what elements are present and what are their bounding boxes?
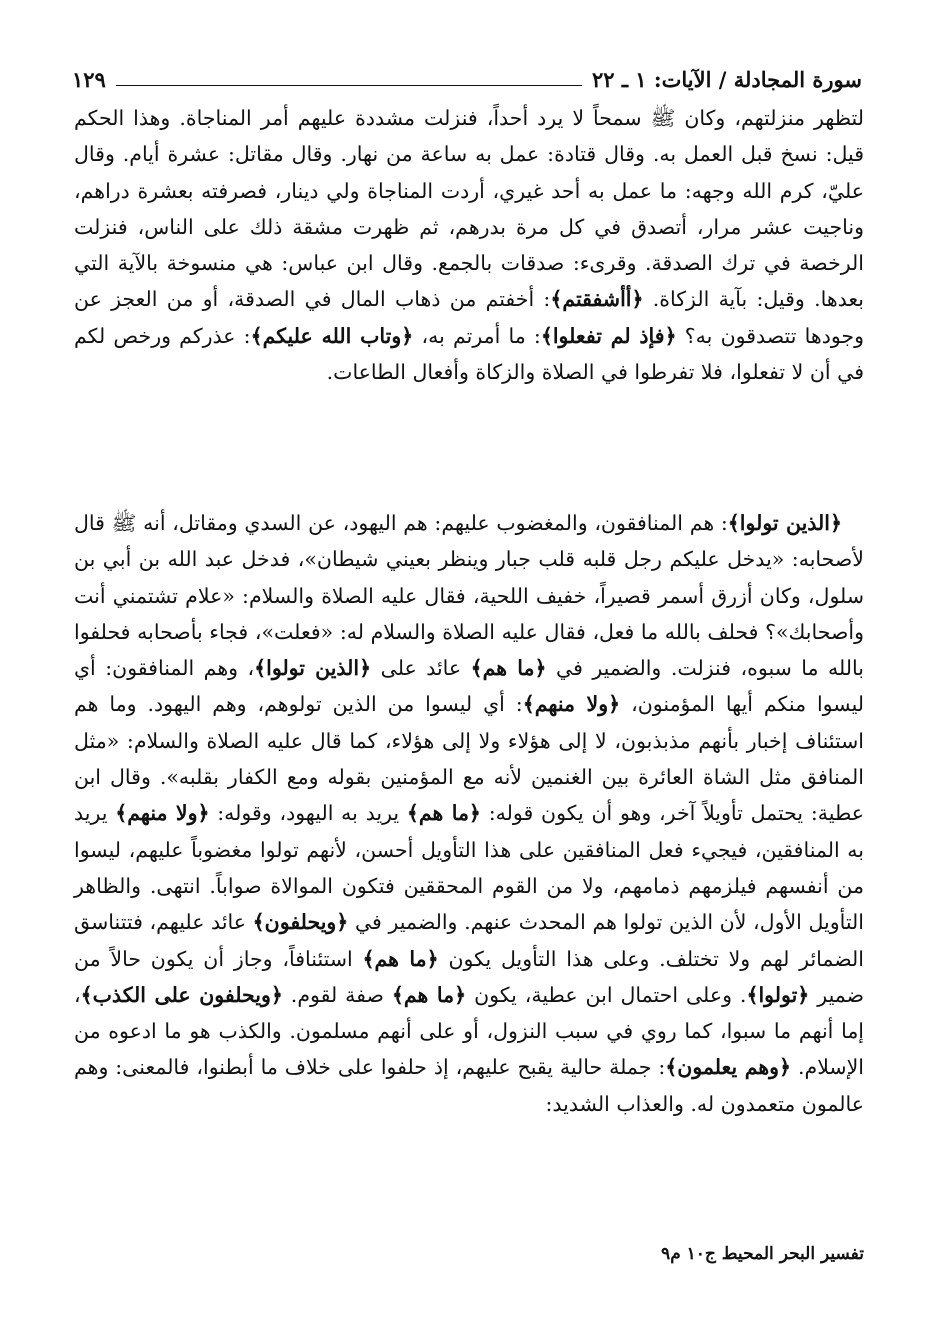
text-run: : أي ليسوا من الذين تولوهم، وهم اليهود. وما هم استئناف إخبار بأنهم مذبذبون، لا إلى هؤلاء ولا إلى هؤلاء، كما قال عليه الصلاة والسلام: «مثل المنافق مثل الشاة العائرة بين الغنمين لأنه مع المؤمنين بقوله ومع الكفار بقلبه». وقال ابن عطية: يحتمل تأويلاً آخر، وهو أن يكون قوله:	[74, 692, 865, 826]
text-run: استئنافاً، وجاز أن يكون حالاً من ضمير	[74, 946, 865, 1007]
quran-quote: ﴿ولا منهم﴾	[115, 801, 210, 826]
page-number: ١٢٩	[72, 67, 106, 92]
quran-quote: ﴿فإذ لم تفعلوا﴾	[540, 323, 677, 348]
quran-quote: ﴿ويحلفون﴾	[252, 910, 349, 935]
text-run: : أخفتم من ذهاب المال في الصدقة، أو من العجز عن وجودها تتصدقون به؟	[74, 287, 864, 348]
paragraph-1	[74, 100, 864, 390]
quran-quote: ﴿الذين تولوا﴾	[727, 511, 842, 535]
quran-quote: ﴿ويحلفون على الكذب﴾	[80, 982, 283, 1007]
text-run: ، إما أنهم ما سبوا، كما روي في سبب النزول، أو على أنهم مسلمون. والكذب هو ما ادعوه من الإسلام.	[74, 982, 864, 1080]
quran-quote: ﴿تولوا﴾	[746, 982, 810, 1007]
signature-mark: تفسير البحر المحيط ج١٠ م٩	[661, 1244, 864, 1264]
text-run: عائد عليهم، فتتناسق الضمائر لهم ولا تختلف. وعلى هذا التأويل يكون	[74, 910, 864, 971]
text-run: لتظهر منزلتهم، وكان ﷺ سمحاً لا يرد أحداً، فنزلت مشددة عليهم أمر المناجاة. وهذا الحكم قيل: نسخ قبل العمل به. وقال قتادة: عمل به ساعة من نهار. وقال مقاتل: عشرة أيام. وقال عليّ، كرم الله وجهه: ما عمل به أحد غيري، أردت المناجاة ولي دينار، فصرفته بعشرة دراهم، وناجيت عشر مرار، أتصدق في كل مرة بدرهم، ثم ظهرت مشقة ذلك على الناس، فنزلت الرخصة في ترك الصدقة. وقرىء: صدقات بالجمع. وقال ابن عباس: هي منسوخة بالآية التي بعدها. وقيل: بآية الزكاة.	[74, 106, 864, 312]
running-header	[72, 58, 862, 92]
quran-quote: ﴿وتاب الله عليكم﴾	[250, 323, 414, 348]
quran-quote: ﴿الذين تولوا﴾	[254, 656, 372, 681]
quran-quote: ﴿ولا منهم﴾	[522, 692, 621, 717]
text-run: يريد به المنافقين، فيجيء فعل المنافقين على هذا التأويل أحسن، لأنهم تولوا مغضوباً عليهم، ليسوا من أنفسهم فيلزمهم ذمامهم، ولا من القوم المحققين فتكون الموالاة صواباً. انتهى. والظاهر التأويل الأول، لأن الذين تولوا هم المحدث عنهم. والضمير في	[74, 801, 864, 935]
quran-quote: ﴿ما هم﴾	[391, 982, 467, 1007]
quran-quote: ﴿أأشفقتم﴾	[550, 287, 644, 312]
surah-title: سورة المجادلة / الآيات: ١ ـ ٢٢	[591, 67, 862, 92]
text-run: . وعلى احتمال ابن عطية، يكون	[466, 982, 747, 1007]
paragraph-2	[74, 505, 864, 1122]
quran-quote: ﴿ما هم﴾	[470, 656, 547, 681]
quran-quote: ﴿وهم يعلمون﴾	[665, 1055, 792, 1080]
text-run: : جملة حالية يقبح عليهم، إذ حلفوا على خلاف ما أبطنوا، فالمعنى: وهم عالمون متعمدون له. والعذاب الشديد:	[74, 1055, 864, 1116]
text-run: ، وهم المنافقون: أي ليسوا منكم أيها المؤمنون،	[74, 656, 864, 717]
text-run: : ما أمرتم به،	[413, 323, 541, 348]
text-run: صفة لقوم.	[282, 982, 392, 1007]
text-run: عائد على	[371, 656, 471, 681]
text-run: يريد به اليهود، وقوله:	[209, 801, 407, 826]
quran-quote: ﴿ما هم﴾	[406, 801, 481, 826]
header-rule	[116, 85, 582, 86]
quran-quote: ﴿ما هم﴾	[362, 946, 439, 971]
text-run: : هم المنافقون، والمغضوب عليهم: هم اليهود، عن السدي ومقاتل، أنه ﷺ قال لأصحابه: «يدخل عليكم رجل قلبه قلب جبار وينظر بعيني شيطان»، فدخل عبد الله بن أبي بن سلول، وكان أزرق أسمر قصيراً، خفيف اللحية، فقال عليه الصلاة والسلام: «علام تشتمني أنت وأصحابك»؟ فحلف بالله ما فعل، فقال عليه الصلاة والسلام له: «فعلت»، فجاء بأصحابه فحلفوا بالله ما سبوه، فنزلت. والضمير في	[74, 511, 864, 681]
text-run: : عذركم ورخص لكم في أن لا تفعلوا، فلا تفرطوا في الصلاة والزكاة وأفعال الطاعات.	[74, 323, 864, 385]
